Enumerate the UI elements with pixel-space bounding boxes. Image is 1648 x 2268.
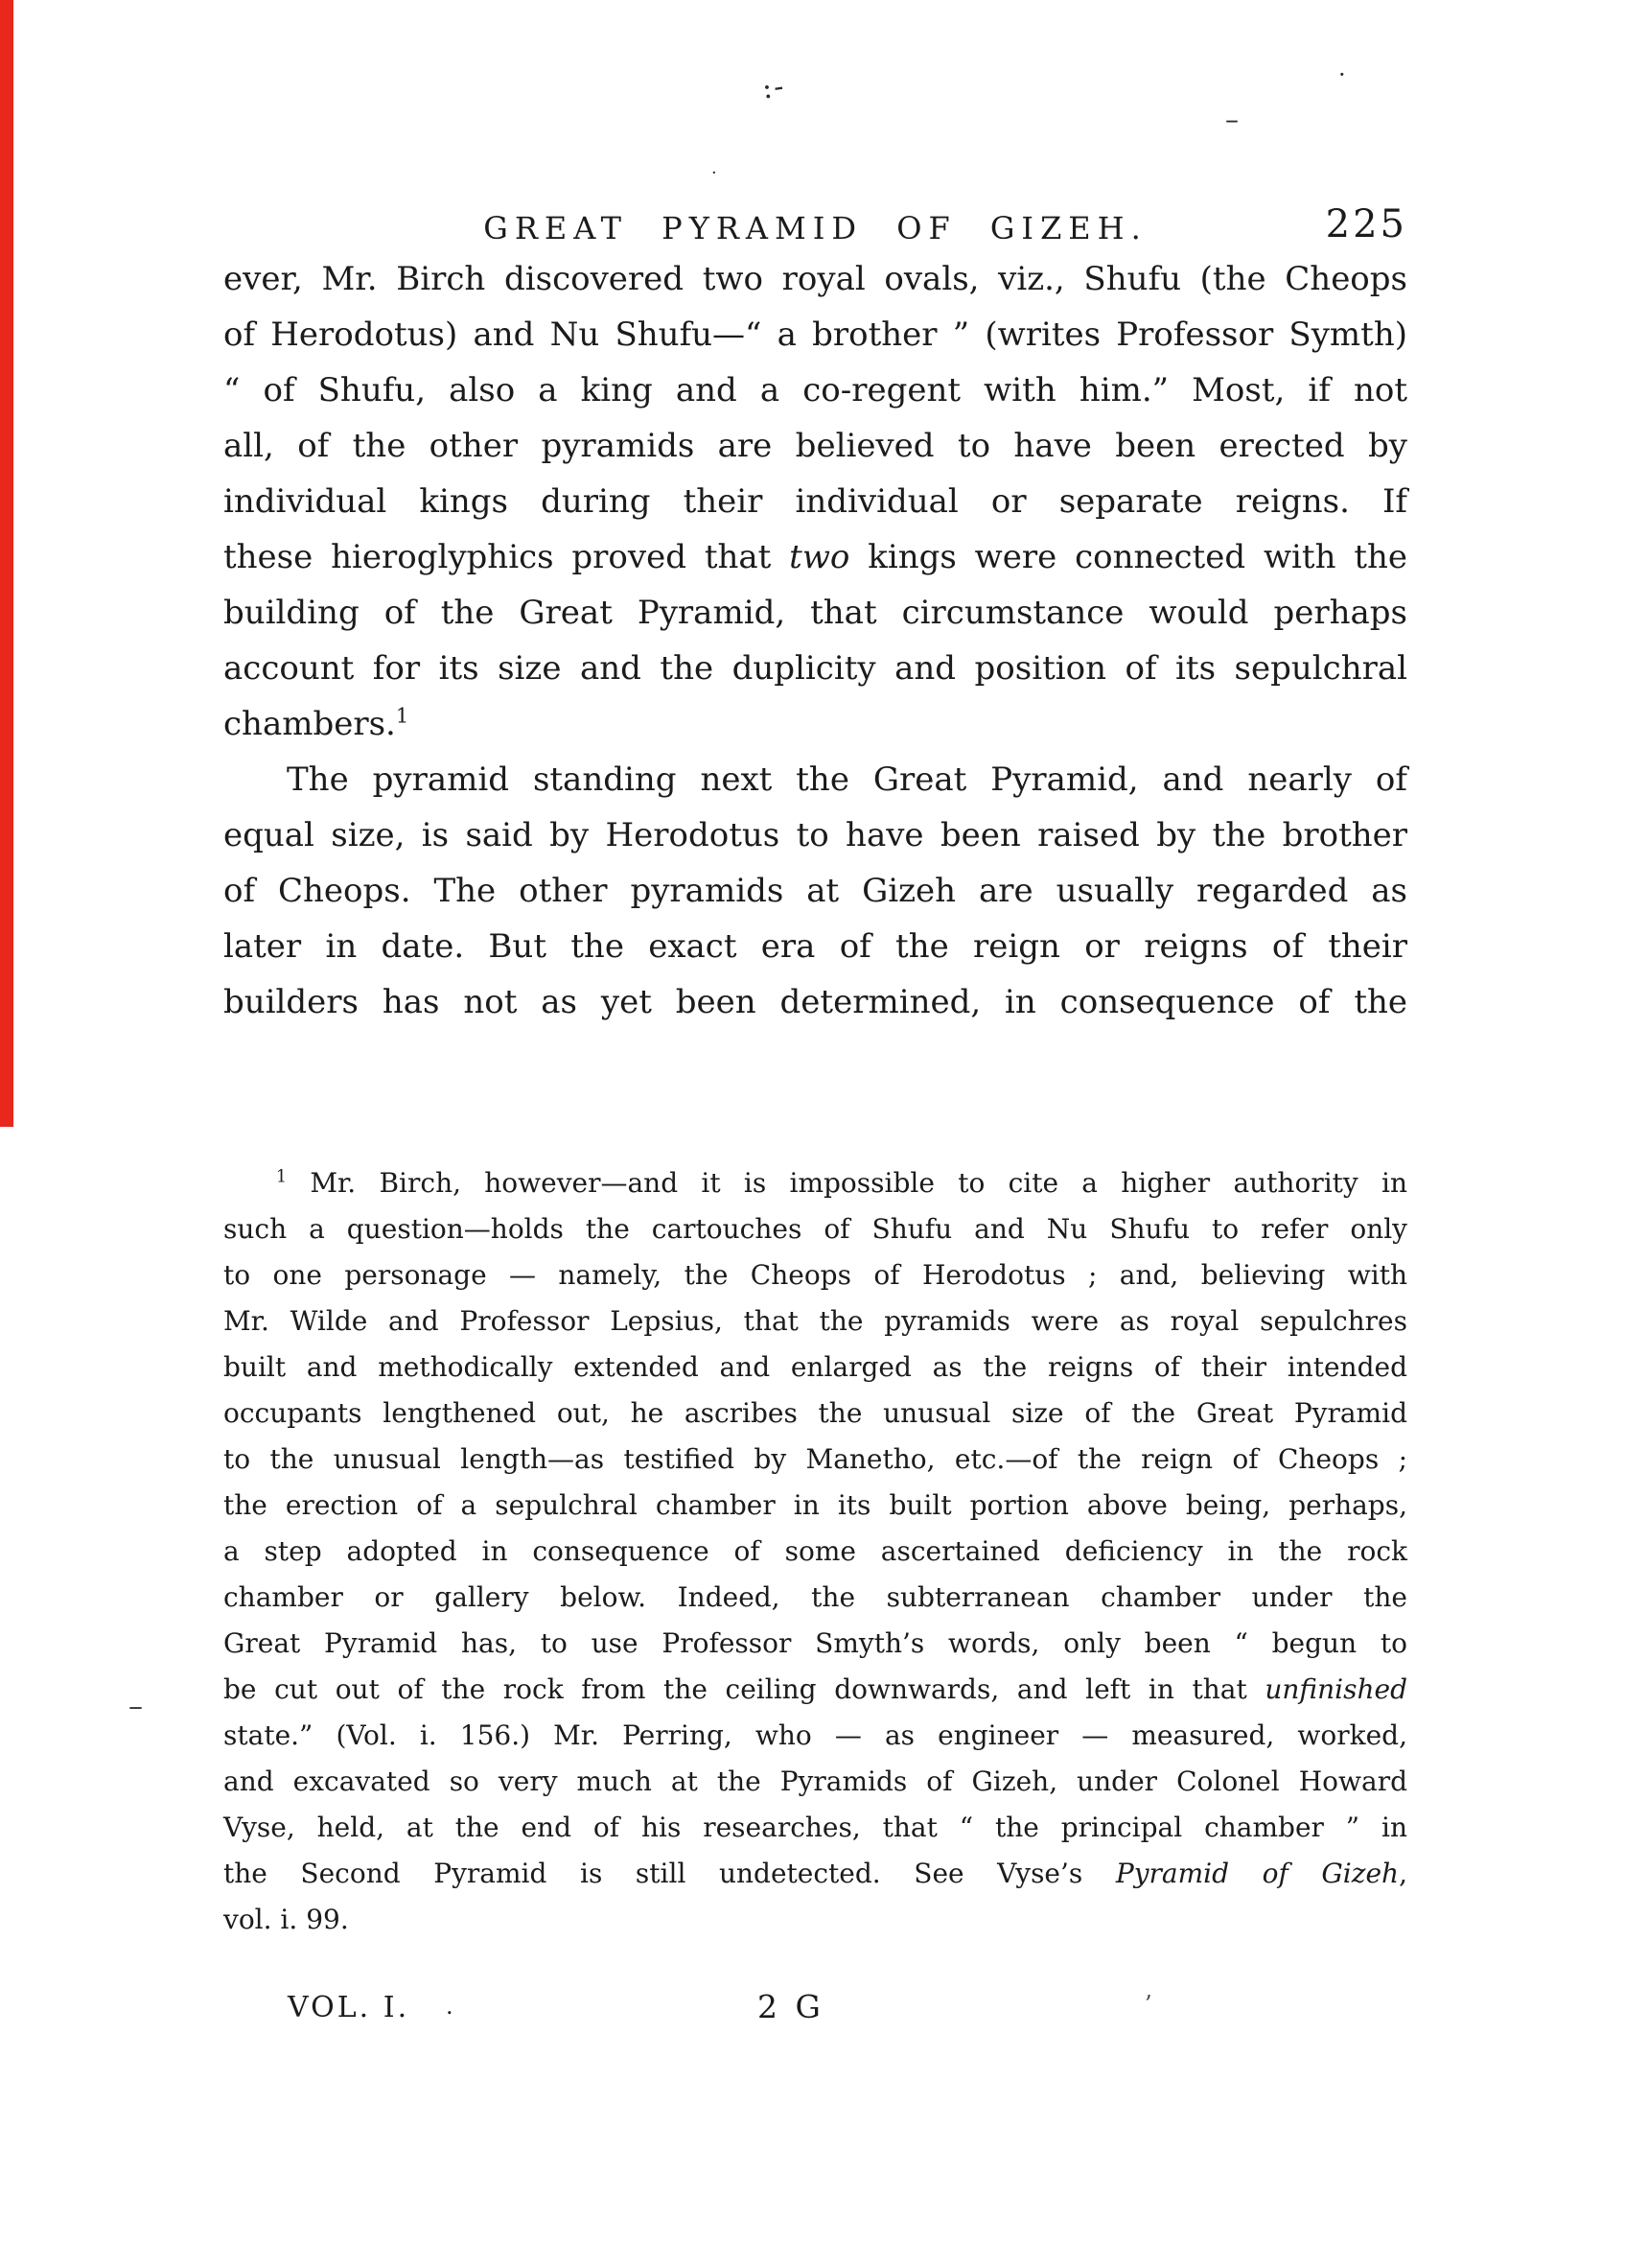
text-line: building of the Great Pyramid, that circumstance would perhaps [223,594,1407,632]
text-line: the Second Pyramid is still undetected. See Vyse’s Pyramid of Gizeh, [223,1858,1407,1889]
ink-mark: ’ [1145,1991,1152,2018]
printer-signature: 2 G [757,1988,824,2025]
ink-mark: – [128,1690,143,1723]
footer-stray-dot: . [446,1993,453,2020]
page-footer [223,1988,1407,2048]
text-line: all, of the other pyramids are believed to have been erected by [223,427,1407,465]
text-line: to one personage — namely, the Cheops of Herodotus ; and, believing with [223,1259,1407,1291]
ink-mark: :- [759,69,788,106]
text-line: Vyse, held, at the end of his researches, that “ the principal chamber ” in [223,1812,1407,1843]
text-line: $^1$ Mr. Birch, however—and it is impossible to cite a higher authority in [276,1167,1407,1199]
text-line: builders has not as yet been determined, in consequence of the [223,983,1407,1021]
text-line: such a question—holds the cartouches of Shufu and Nu Shufu to refer only [223,1213,1407,1245]
text-line: and excavated so very much at the Pyramids of Gizeh, under Colonel Howard [223,1765,1407,1797]
bookmark-red-bar [0,0,13,1127]
text-line: account for its size and the duplicity and position of its sepulchral [223,649,1407,688]
text-line: of Herodotus) and Nu Shufu—“ a brother ” (writes Professor Symth) [223,316,1407,354]
running-header-title: GREAT PYRAMID OF GIZEH. [483,210,1148,246]
text-line: later in date. But the exact era of the reign or reigns of their [223,927,1407,966]
text-line: chambers.$^1$ [223,703,409,743]
text-line: Great Pyramid has, to use Professor Smyth’s words, only been “ begun to [223,1627,1407,1659]
text-line: equal size, is said by Herodotus to have been raised by the brother [223,816,1407,854]
text-line: The pyramid standing next the Great Pyramid, and nearly of [287,760,1407,799]
text-line: be cut out of the rock from the ceiling downwards, and left in that unfinished [223,1673,1407,1705]
text-line: to the unusual length—as testified by Manetho, etc.—of the reign of Cheops ; [223,1443,1407,1475]
ink-mark: – [1225,104,1239,135]
text-line: the erection of a sepulchral chamber in its built portion above being, perhaps, [223,1489,1407,1521]
text-line: occupants lengthened out, he ascribes the unusual size of the Great Pyramid [223,1397,1407,1429]
text-line: Mr. Wilde and Professor Lepsius, that the pyramids were as royal sepulchres [223,1305,1407,1337]
text-line: built and methodically extended and enlarged as the reigns of their intended [223,1351,1407,1383]
text-line: chamber or gallery below. Indeed, the subterranean chamber under the [223,1581,1407,1613]
text-line: of Cheops. The other pyramids at Gizeh are usually regarded as [223,872,1407,910]
text-line: “ of Shufu, also a king and a co-regent with him.” Most, if not [223,371,1407,409]
body-text [223,251,1407,1030]
text-line: ever, Mr. Birch discovered two royal ovals, viz., Shufu (the Cheops [223,260,1407,298]
text-line: vol. i. 99. [223,1904,349,1935]
footnote-text [223,1160,1407,1943]
text-line: a step adopted in consequence of some ascertained deficiency in the rock [223,1535,1407,1567]
text-column [223,251,1407,2048]
ink-mark: · [711,163,717,183]
ink-mark: · [1338,61,1346,88]
text-line: state.” (Vol. i. 156.) Mr. Perring, who — as engineer — measured, worked, [223,1719,1407,1751]
footer-volume-label: VOL. I. [288,1991,410,2024]
text-line: individual kings during their individual or separate reigns. If [223,482,1407,521]
page-number: 225 [1325,202,1407,246]
text-line: these hieroglyphics proved that two kings were connected with the [223,538,1407,576]
